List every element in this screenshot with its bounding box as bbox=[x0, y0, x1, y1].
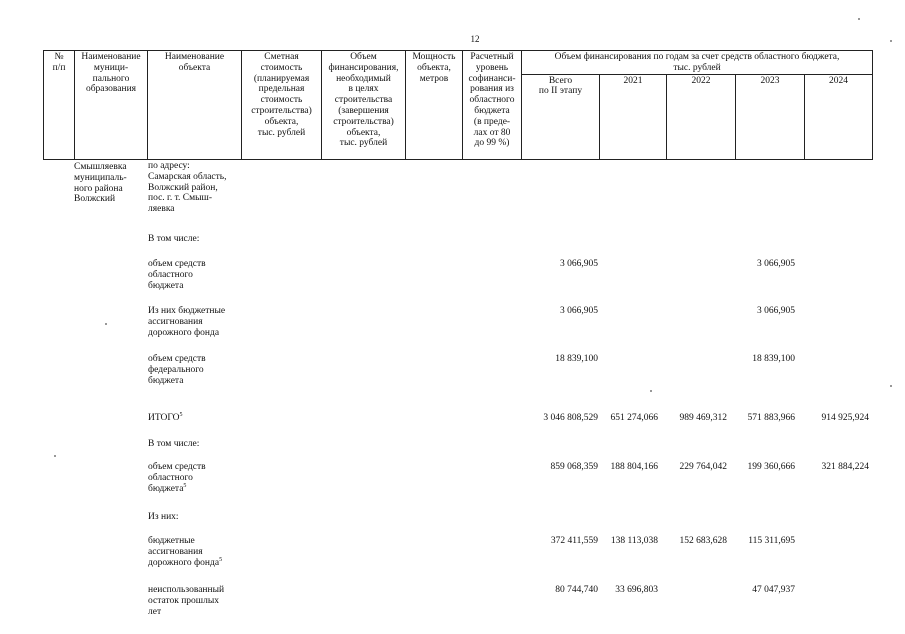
cell-y2024: 914 925,924 bbox=[821, 413, 869, 423]
cell-total: 859 068,359 bbox=[550, 462, 598, 472]
header-year-2023: 2023 bbox=[736, 74, 805, 159]
row-label bbox=[148, 439, 258, 450]
row-label bbox=[148, 259, 258, 291]
row-label bbox=[148, 354, 258, 386]
row-label bbox=[148, 306, 258, 338]
scan-speck bbox=[54, 455, 56, 457]
footnote-marker: 5 bbox=[179, 411, 183, 418]
row-label-text: по адресу: Самарская область, Волжский район, пос. г. т. Смыш- ляевка bbox=[148, 161, 227, 215]
row-label bbox=[148, 161, 258, 215]
cell-y2023: 115 311,695 bbox=[748, 536, 795, 546]
footnote-marker: 5 bbox=[183, 482, 187, 489]
row-label-text: ИТОГО bbox=[148, 413, 180, 423]
scan-speck bbox=[858, 18, 860, 20]
row-label bbox=[148, 536, 258, 568]
row-label bbox=[148, 585, 258, 617]
cell-y2021: 651 274,066 bbox=[610, 413, 658, 423]
row-label bbox=[148, 462, 258, 494]
row-label-text: неиспользованный остаток прошлых лет bbox=[148, 585, 225, 617]
scan-speck bbox=[650, 390, 652, 392]
cell-total: 3 046 808,529 bbox=[543, 413, 598, 423]
cell-y2024: 321 884,224 bbox=[821, 462, 869, 472]
header-row-number: № п/п bbox=[44, 51, 75, 160]
scan-speck bbox=[890, 40, 892, 42]
cell-y2023: 199 360,666 bbox=[747, 462, 795, 472]
cell-y2023: 3 066,905 bbox=[757, 259, 795, 269]
row-label bbox=[148, 512, 258, 523]
header-cofinancing-level: Расчетный уровень софинанси- рования из областного бюджета (в преде- лах от 80 до 99 %) bbox=[463, 51, 522, 160]
cell-y2022: 989 469,312 bbox=[679, 413, 727, 423]
header-financing-volume: Объем финансирования, необходимый в целях строительства (завершения строительства) объекта, тыс. рублей bbox=[322, 51, 406, 160]
row-label-text: бюджетные ассигнования дорожного фонда bbox=[148, 536, 220, 568]
cell-y2023: 3 066,905 bbox=[757, 306, 795, 316]
cell-y2023: 18 839,100 bbox=[752, 354, 795, 364]
header-municipality: Наименование муници- пального образования bbox=[75, 51, 148, 160]
cell-total: 18 839,100 bbox=[555, 354, 598, 364]
row-label-text: объем средств областного бюджета bbox=[148, 462, 206, 494]
row-label-text: В том числе: bbox=[148, 234, 200, 244]
header-total-stage-2: Всего по II этапу bbox=[522, 74, 600, 159]
header-capacity: Мощность объекта, метров bbox=[406, 51, 463, 160]
scan-speck bbox=[890, 385, 892, 387]
header-estimated-cost: Сметная стоимость (планируемая предельная стоимость строительства) объекта, тыс. рублей bbox=[242, 51, 322, 160]
header-year-2021: 2021 bbox=[600, 74, 667, 159]
footnote-marker: 5 bbox=[219, 556, 223, 563]
cell-y2022: 152 683,628 bbox=[679, 536, 727, 546]
cell-total: 80 744,740 bbox=[555, 585, 598, 595]
row-label-text: объем средств областного бюджета bbox=[148, 259, 206, 291]
cell-y2023: 47 047,937 bbox=[752, 585, 795, 595]
row-label-text: объем средств федерального бюджета bbox=[148, 354, 206, 386]
row-label-text: Из них бюджетные ассигнования дорожного фонда bbox=[148, 306, 226, 338]
cell-y2021: 138 113,038 bbox=[610, 536, 658, 546]
cell-total: 3 066,905 bbox=[560, 306, 598, 316]
header-yearly-financing-group: Объем финансирования по годам за счет средств областного бюджета, тыс. рублей bbox=[522, 51, 873, 75]
row-label-text: Из них: bbox=[148, 512, 179, 522]
header-year-2024: 2024 bbox=[805, 74, 873, 159]
cell-y2021: 188 804,166 bbox=[610, 462, 658, 472]
cell-y2022: 229 764,042 bbox=[679, 462, 727, 472]
page-number: 12 bbox=[470, 34, 480, 44]
cell-y2023: 571 883,966 bbox=[747, 413, 795, 423]
header-year-2022: 2022 bbox=[667, 74, 736, 159]
cell-y2021: 33 696,803 bbox=[615, 585, 658, 595]
row-label-text: В том числе: bbox=[148, 439, 200, 449]
scan-speck bbox=[105, 323, 107, 325]
cell-total: 372 411,559 bbox=[550, 536, 598, 546]
municipality-name: Смышляевка муниципаль- ного района Волжский bbox=[74, 162, 127, 205]
cell-total: 3 066,905 bbox=[560, 259, 598, 269]
header-object-name: Наименование объекта bbox=[148, 51, 242, 160]
row-label bbox=[148, 413, 258, 424]
row-label bbox=[148, 234, 258, 245]
